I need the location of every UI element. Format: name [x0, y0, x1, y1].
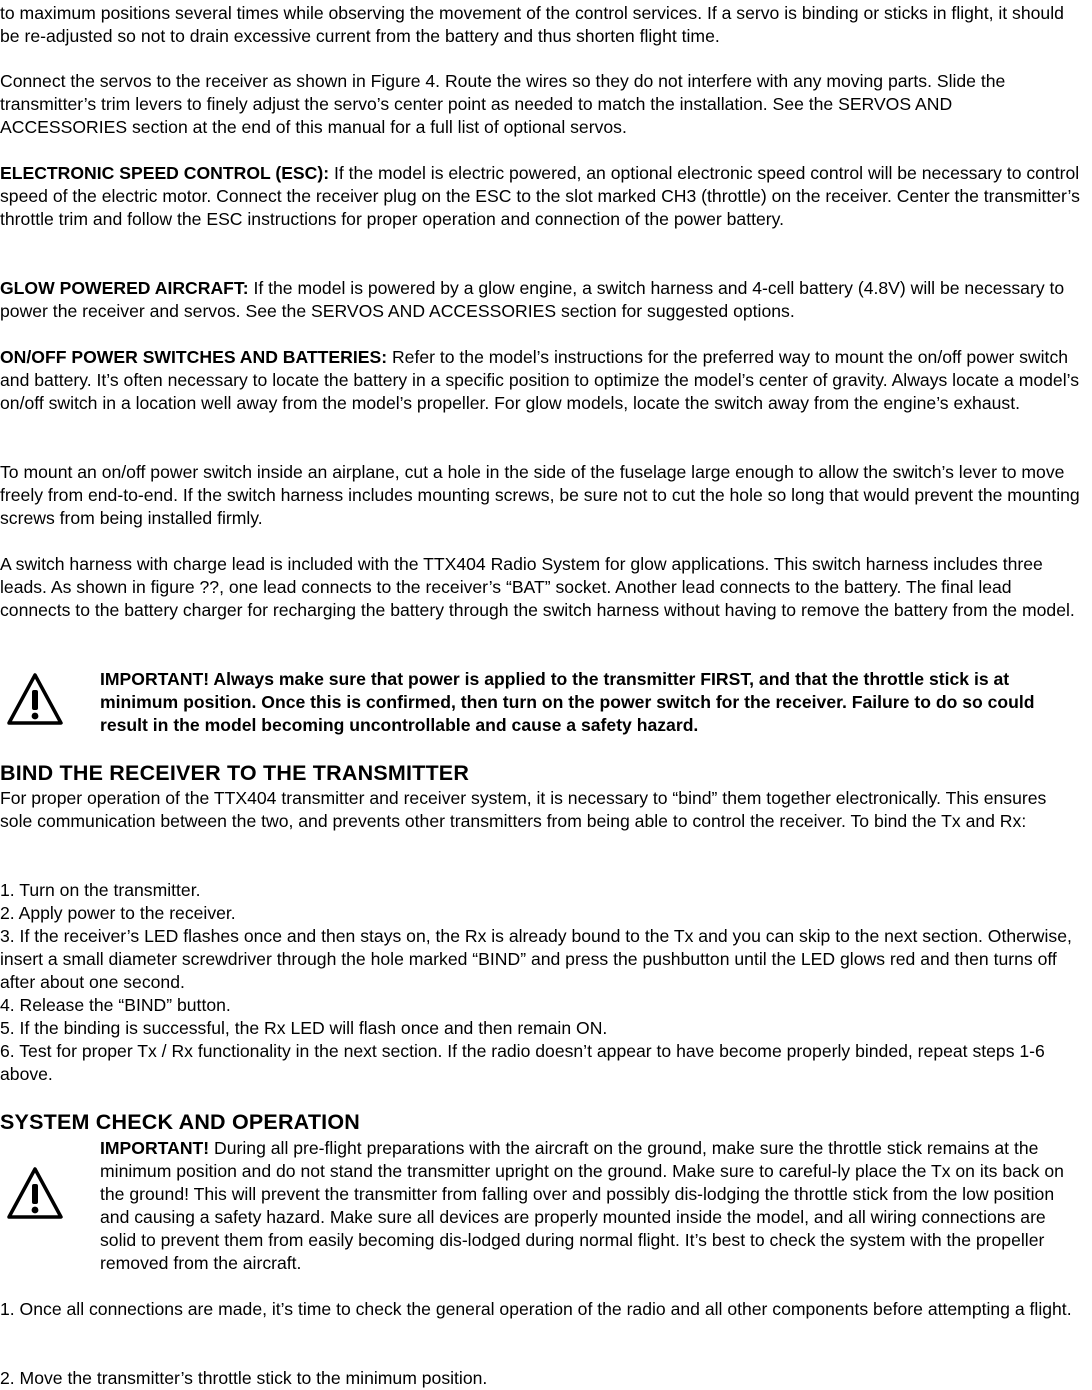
list-item: 3. If the receiver’s LED flashes once and then stays on, the Rx is already bound to the Tx and you can skip to the next section. Otherwise, insert a small diameter screwdriver through the hole marked “BIND” and press the pushbutton until the LED glows red and then turns off after about one second.	[0, 926, 1072, 992]
heading-bind: BIND THE RECEIVER TO THE TRANSMITTER	[0, 761, 470, 785]
list-item: 1. Turn on the transmitter.	[0, 880, 201, 900]
glow-label: GLOW POWERED AIRCRAFT:	[0, 278, 249, 298]
glow-text: If the model is powered by a glow engine, a switch harness and 4-cell battery (4.8V) will be necessary to power the receiver and servos. See the SERVOS AND ACCESSORIES section for suggested options.	[0, 278, 1065, 321]
system-step-1: 1. Once all connections are made, it’s time to check the general operation of the radio and all other components before attempting a flight.	[0, 1299, 1072, 1319]
warning-preflight	[100, 1137, 1082, 1275]
onoff-label: ON/OFF POWER SWITCHES AND BATTERIES:	[0, 347, 388, 367]
para-harness: A switch harness with charge lead is included with the TTX404 Radio System for glow applications. This switch harness includes three leads. As shown in figure ??, one lead connects to the receiver’s “BAT” socket. Another lead connects to the battery. The final lead connects to the battery charger for recharging the battery through the switch harness without having to remove the battery from the model.	[0, 554, 1075, 620]
heading-system-check: SYSTEM CHECK AND OPERATION	[0, 1110, 360, 1134]
para-esc	[0, 162, 1080, 231]
list-item: 6. Test for proper Tx / Rx functionality in the next section. If the radio doesn’t appear to have become properly binded, repeat steps 1-6 above.	[0, 1041, 1045, 1084]
para-glow	[0, 277, 1080, 323]
system-step-2: 2. Move the transmitter’s throttle stick to the minimum position.	[0, 1368, 488, 1388]
esc-text: If the model is electric powered, an optional electronic speed control will be necessary to control speed of the electric motor. Connect the receiver plug on the ESC to the slot marked CH3 (throttle) on the receiver. Center the transmitter’s throttle trim and follow the ESC instructions for proper operation and connection of the power battery.	[0, 163, 1080, 229]
list-item: 4. Release the “BIND” button.	[0, 995, 231, 1015]
para-onoff	[0, 346, 1080, 415]
list-item: 2. Apply power to the receiver.	[0, 903, 236, 923]
para-intro: to maximum positions several times while observing the movement of the control services. If a servo is binding or sticks in flight, it should be re-adjusted so not to drain excessive current from the battery and thus shorten flight time.	[0, 3, 1064, 46]
esc-label: ELECTRONIC SPEED CONTROL (ESC):	[0, 163, 330, 183]
onoff-text: Refer to the model’s instructions for the preferred way to mount the on/off power switch and battery. It’s often necessary to locate the battery in a specific position to optimize the model’s center of gravity. Always locate a model’s on/off switch in a location well away from the model’s propeller. For glow models, locate the switch away from the engine’s exhaust.	[0, 347, 1079, 413]
list-item: 5. If the binding is successful, the Rx LED will flash once and then remain ON.	[0, 1018, 608, 1038]
warning-triangle-icon	[6, 672, 64, 726]
bind-intro: For proper operation of the TTX404 transmitter and receiver system, it is necessary to “bind” them together electronically. This ensures sole communication between the two, and prevents other transmitters from being able to control the receiver. To bind the Tx and Rx:	[0, 788, 1047, 831]
warning-preflight-text: During all pre-flight preparations with the aircraft on the ground, make sure the throttle stick remains at the minimum position and do not stand the transmitter upright on the ground. Make sure to careful-ly place the Tx on its back on the ground! This will prevent the transmitter from falling over and possibly dis-lodging the throttle stick from the low position and causing a safety hazard. Make sure all devices are properly mounted inside the model, and all wiring connections are solid to prevent them from easily becoming dis-lodged during normal flight. It’s best to check the system with the propeller removed from the aircraft.	[100, 1138, 1064, 1273]
para-servos: Connect the servos to the receiver as shown in Figure 4. Route the wires so they do not interfere with any moving parts. Slide the transmitter’s trim levers to finely adjust the servo’s center point as needed to match the installation. See the SERVOS AND ACCESSORIES section at the end of this manual for a full list of optional servos.	[0, 71, 1006, 137]
warning-power-first: IMPORTANT! Always make sure that power is applied to the transmitter FIRST, and that the throttle stick is at minimum position. Once this is confirmed, then turn on the power switch for the receiver. Failure to do so could result in the model becoming uncontrollable and cause a safety hazard.	[100, 669, 1035, 735]
warning-preflight-label: IMPORTANT!	[100, 1138, 210, 1158]
para-mount: To mount an on/off power switch inside an airplane, cut a hole in the side of the fuselage large enough to allow the switch’s lever to move freely from end-to-end. If the switch harness includes mounting screws, be sure not to cut the hole so long that would prevent the mounting screws from being installed firmly.	[0, 462, 1080, 528]
warning-triangle-icon	[6, 1166, 64, 1220]
